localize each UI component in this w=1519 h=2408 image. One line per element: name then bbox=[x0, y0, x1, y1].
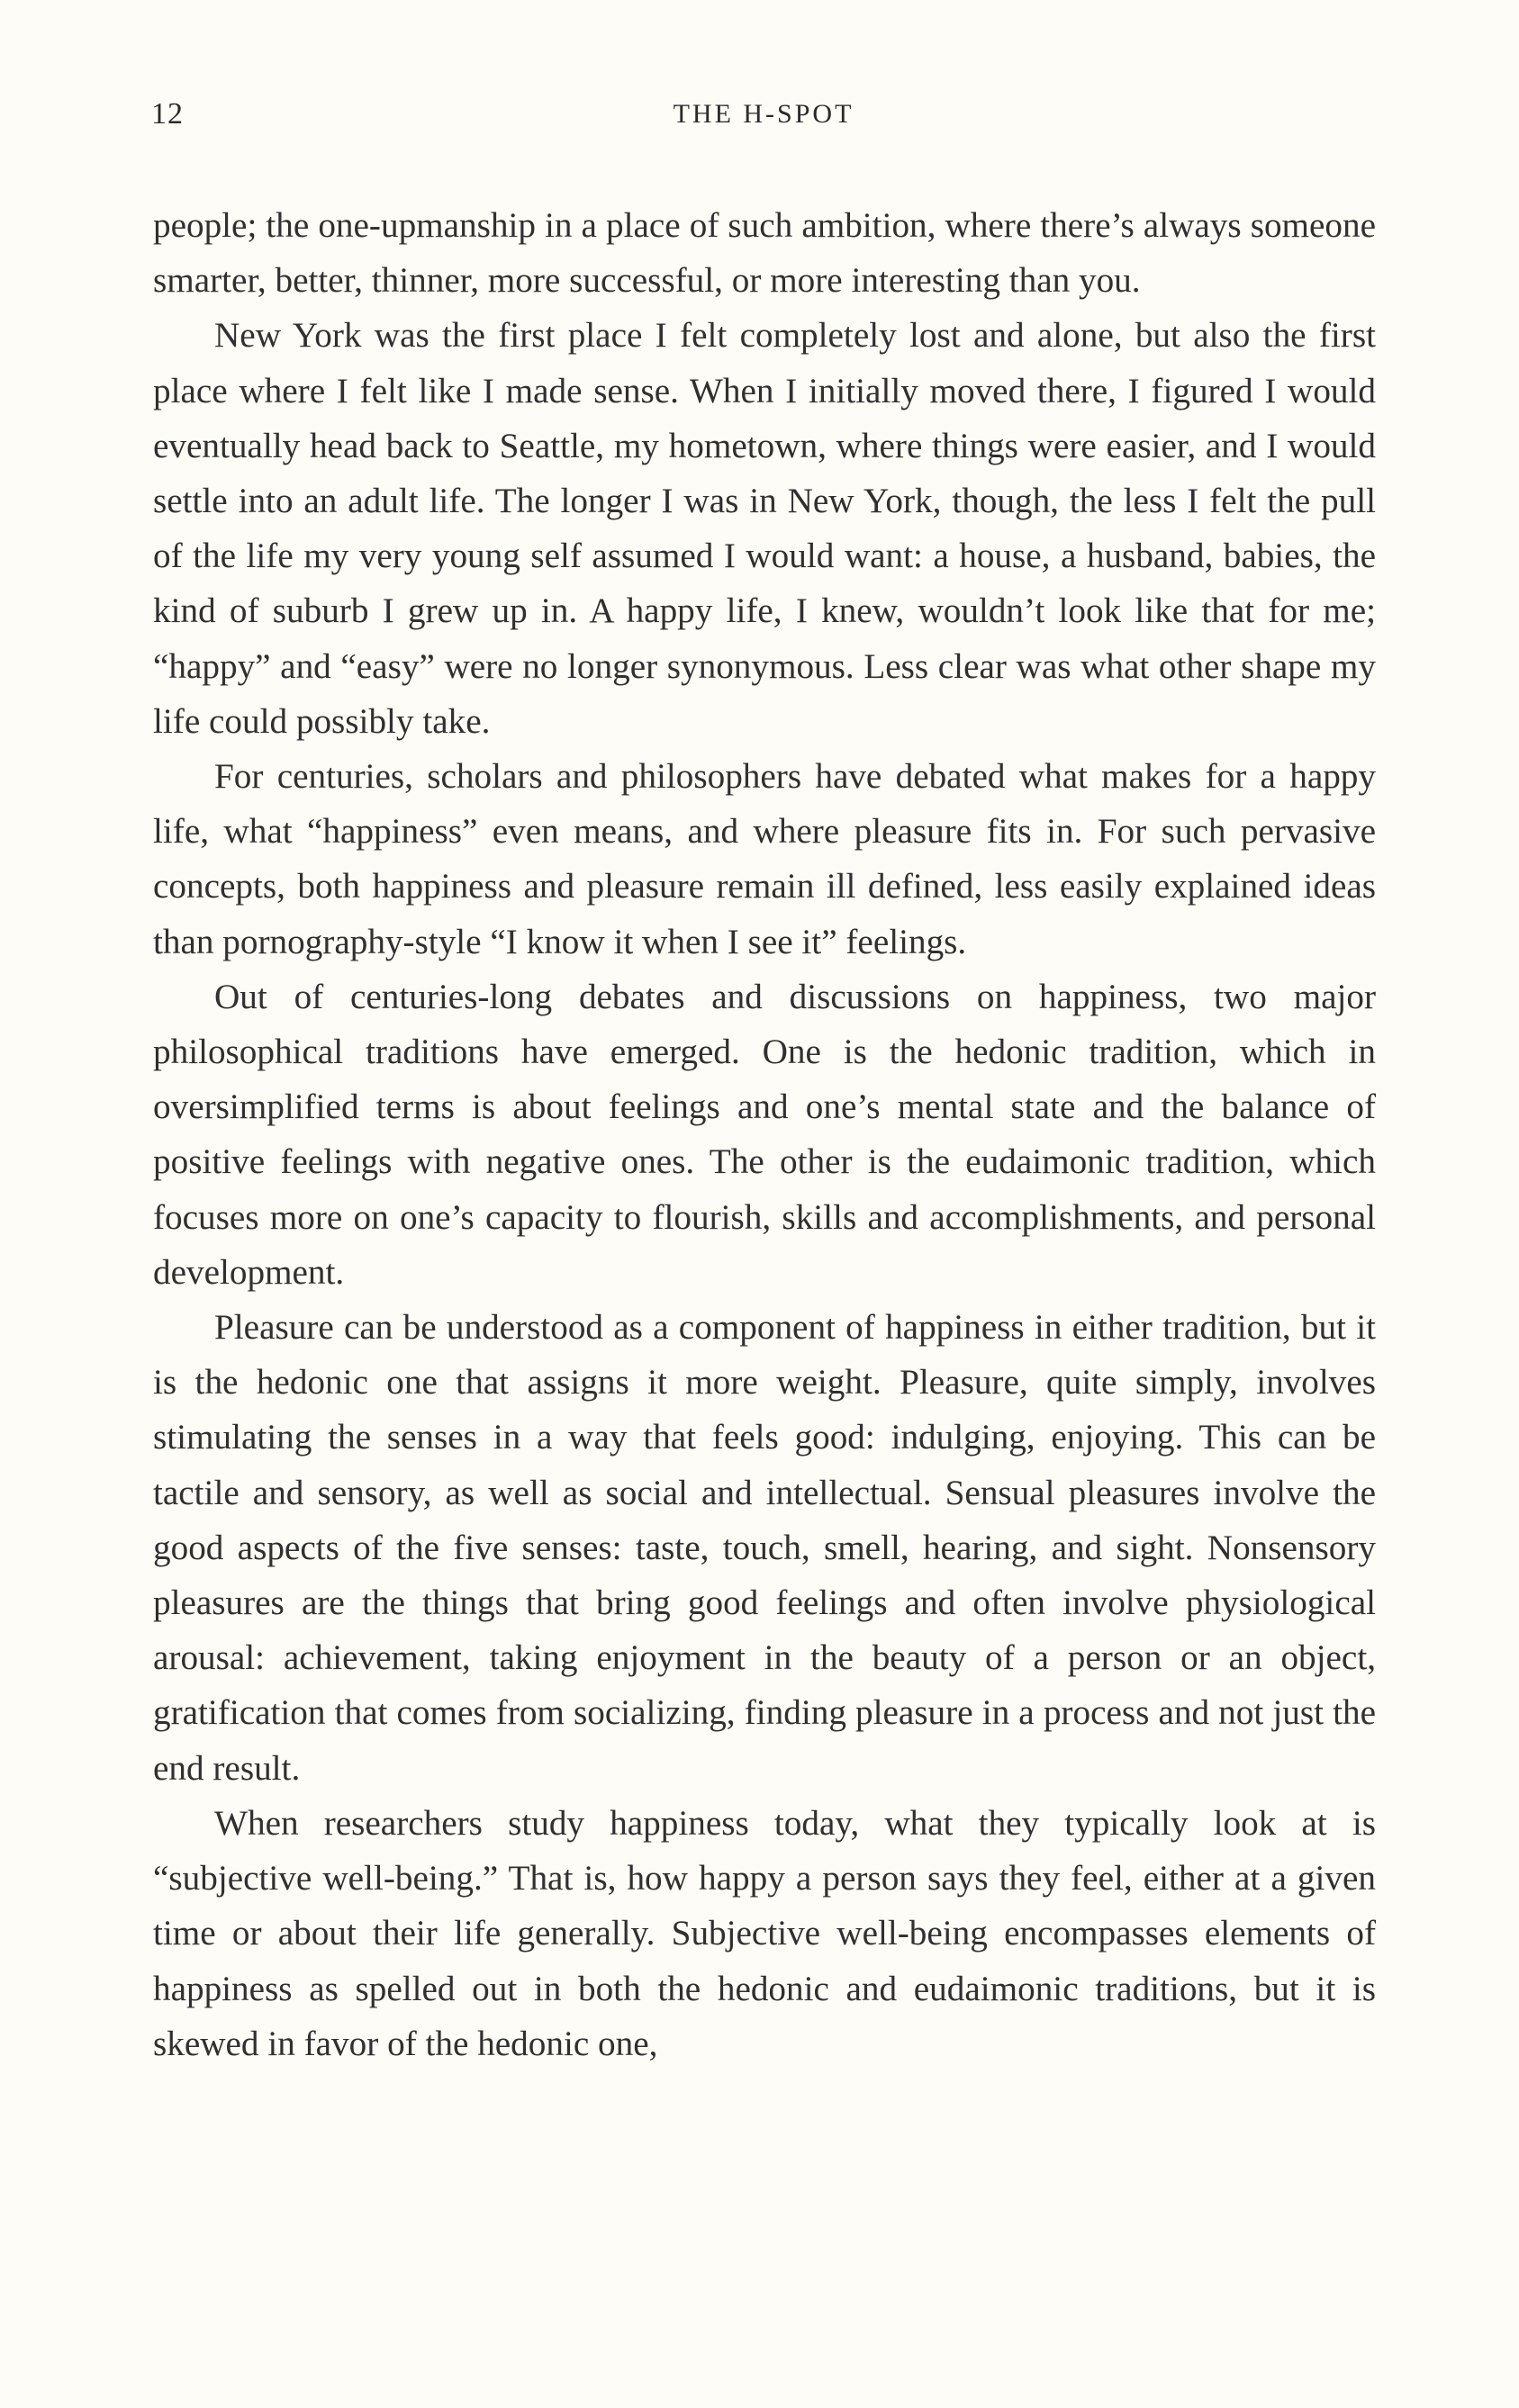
paragraph: When researchers study happiness today, what they typically look at is “subjective well-being.” That is, how happy a person says they feel, either at a given time or about their life generally. Subjective well-being encompasses elements of happiness as spelled out in both the hedonic and eudaimonic traditions, but it is skewed in favor of the hedonic one, bbox=[153, 1803, 1376, 2063]
paragraph: New York was the first place I felt completely lost and alone, but also the first place where I felt like I made sense. When I initially moved there, I figured I would eventually head back to Seattle, my hometown, where things were easier, and I would settle into an adult life. The longer I was in New York, though, the less I felt the pull of the life my very young self assumed I would want: a house, a husband, babies, the kind of suburb I grew up in. A happy life, I knew, wouldn’t look like that for me; “happy” and “easy” were no longer synonymous. Less clear was what other shape my life could possibly take. bbox=[153, 316, 1376, 741]
paragraph: Out of centuries-long debates and discussions on happiness, two major philosophical traditions have emerged. One is the hedonic tradition, which in oversimplified terms is about feelings and one’s mental state and the balance of positive feelings with negative ones. The other is the eudaimonic tradition, which focuses more on one’s capacity to flourish, skills and accomplishments, and personal development. bbox=[153, 977, 1376, 1292]
paragraph-continued: people; the one-upmanship in a place of such ambition, where there’s always someone smarter, better, thinner, more successful, or more interesting than you. bbox=[153, 206, 1376, 301]
paragraph: For centuries, scholars and philosophers have debated what makes for a happy life, what “happiness” even means, and where pleasure fits in. For such pervasive concepts, both happiness and pleasure remain ill defined, less easily explained ideas than pornography-style “I know it when I see it” feelings. bbox=[153, 757, 1376, 961]
body-text bbox=[153, 198, 1376, 2071]
book-title: THE H-SPOT bbox=[673, 99, 854, 129]
paragraph: Pleasure can be understood as a component of happiness in either tradition, but it is the hedonic one that assigns it more weight. Pleasure, quite simply, involves stimulating the senses in a way that feels good: indulging, enjoying. This can be tactile and sensory, as well as social and intellectual. Sensual pleasures involve the good aspects of the five senses: taste, touch, smell, hearing, and sight. Nonsensory pleasures are the things that bring good feelings and often involve physiological arousal: achievement, taking enjoyment in the beauty of a person or an object, gratification that comes from socializing, finding pleasure in a process and not just the end result. bbox=[153, 1308, 1376, 1788]
running-head bbox=[151, 97, 1376, 137]
page-number: 12 bbox=[151, 97, 184, 131]
